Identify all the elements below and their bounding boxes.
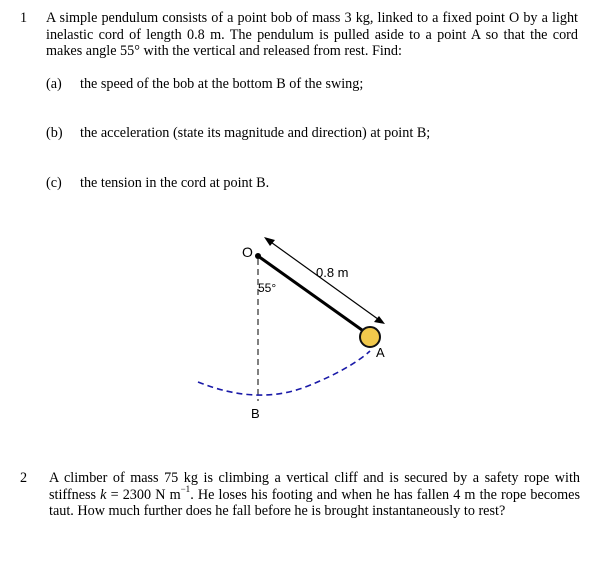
part-b-text: the acceleration (state its magnitude and direction) at point B; <box>80 125 431 141</box>
pendulum-cord <box>258 256 369 335</box>
q2-k-value: = 2300 N m <box>106 486 181 503</box>
question-1-number: 1 <box>20 10 28 26</box>
part-c-label: (c) <box>46 175 62 191</box>
question-2-text <box>49 470 580 520</box>
part-c-text: the tension in the cord at point B. <box>80 175 270 191</box>
dimension-arrowhead-top <box>264 237 275 246</box>
length-label: 0.8 m <box>316 265 349 280</box>
swing-arc <box>198 351 370 395</box>
q2-text-before: A climber of mass 75 kg is climbing a vertical cliff and is secured by a safety rope with stiffness <box>49 470 580 503</box>
part-a-label: (a) <box>46 76 62 92</box>
part-b-label: (b) <box>46 125 63 141</box>
length-dimension-line <box>268 240 382 322</box>
part-a-text: the speed of the bob at the bottom B of the swing; <box>80 76 364 92</box>
pivot-point <box>255 253 261 259</box>
pendulum-diagram <box>190 236 410 426</box>
label-o: O <box>242 244 253 260</box>
angle-label: 55° <box>258 281 277 295</box>
q2-text-after: . He loses his footing and when he has fallen 4 m the rope becomes taut. How much further does he fall before he is brought instantaneously to rest? <box>49 486 580 519</box>
label-a: A <box>376 345 385 360</box>
q2-k-symbol: k <box>100 486 107 503</box>
label-b: B <box>251 406 260 421</box>
question-2-number: 2 <box>20 470 28 486</box>
question-1-text: A simple pendulum consists of a point bob of mass 3 kg, linked to a fixed point O by a light inelastic cord of length 0.8 m. The pendulum is pulled aside to a point A so that the cord makes angle 55° with the vertical and released from rest. Find: <box>46 10 578 59</box>
pendulum-bob <box>360 327 380 347</box>
q2-k-exponent: −1 <box>180 483 191 494</box>
